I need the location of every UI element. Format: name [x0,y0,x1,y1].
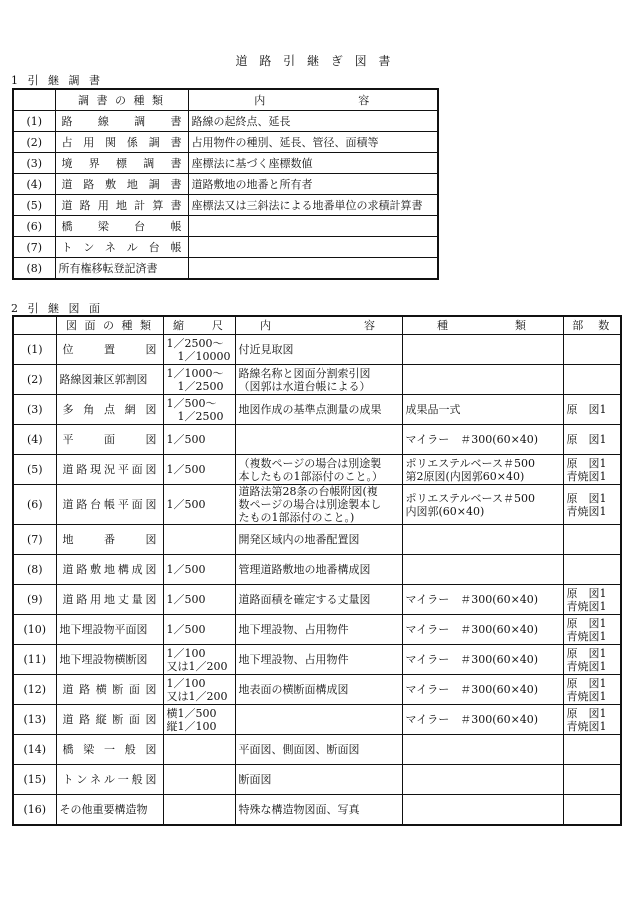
row-number: (5) [13,455,56,485]
drawing-type: マイラー ＃300(60×40) [402,585,563,615]
table-row [13,735,621,765]
document-kind: 占用関係調書 [55,132,188,153]
row-number: (1) [13,335,56,365]
header-scale: 縮 尺 [163,316,235,335]
drawing-kind: 橋梁一般図 [56,735,163,765]
drawing-count [563,795,621,826]
drawing-count [563,735,621,765]
drawing-count: 原 図1 [563,425,621,455]
document-content [188,237,438,258]
header-drawing-kind: 図 面 の 種 類 [56,316,163,335]
drawing-scale [163,525,235,555]
drawing-type: マイラー ＃300(60×40) [402,645,563,675]
row-number: (2) [13,132,55,153]
table-row [13,795,621,826]
drawing-content: 路線名称と図面分割索引図 （図郭は水道台帳による） [235,365,402,395]
table-row [13,132,438,153]
row-number: (7) [13,237,55,258]
drawing-type: ポリエステルベース＃500 内図郭(60×40) [402,485,563,525]
drawing-type [402,795,563,826]
row-number: (5) [13,195,55,216]
header-number [13,89,55,111]
row-number: (10) [13,615,56,645]
document-content [188,216,438,237]
row-number: (6) [13,216,55,237]
drawing-kind: 平面図 [56,425,163,455]
drawing-content: 平面図、側面図、断面図 [235,735,402,765]
drawing-content: 地下埋設物、占用物件 [235,645,402,675]
table-row [13,705,621,735]
table-row [13,485,621,525]
drawing-count [563,525,621,555]
drawing-kind: 道路用地丈量図 [56,585,163,615]
drawing-count: 原 図1 青焼図1 [563,455,621,485]
drawing-kind: トンネル一般図 [56,765,163,795]
drawing-count: 原 図1 青焼図1 [563,675,621,705]
drawing-count [563,765,621,795]
drawing-count: 原 図1 青焼図1 [563,585,621,615]
drawing-scale [163,765,235,795]
header-document-kind: 調 書 の 種 類 [55,89,188,111]
row-number: (7) [13,525,56,555]
document-content: 道路敷地の地番と所有者 [188,174,438,195]
drawing-scale: 1／1000～ 1／2500 [163,365,235,395]
drawing-count [563,335,621,365]
document-kind: 境界標調書 [55,153,188,174]
row-number: (2) [13,365,56,395]
document-content: 座標法又は三斜法による地番単位の求積計算書 [188,195,438,216]
drawing-type [402,525,563,555]
row-number: (3) [13,395,56,425]
document-content: 占用物件の種別、延長、管径、面積等 [188,132,438,153]
section1-heading: 1 引 継 調 書 [11,74,103,87]
table-row [13,195,438,216]
drawing-scale: 1／100 又は1／200 [163,675,235,705]
table-row [13,425,621,455]
table-row [13,395,621,425]
drawing-type: マイラー ＃300(60×40) [402,425,563,455]
document-kind: 道路用地計算書 [55,195,188,216]
table-row [13,335,621,365]
drawing-scale [163,795,235,826]
drawing-count: 原 図1 青焼図1 [563,485,621,525]
table-row [13,258,438,280]
drawing-scale: 1／500 [163,455,235,485]
document-content [188,258,438,280]
drawing-content: 付近見取図 [235,335,402,365]
document-kind: 橋梁台帳 [55,216,188,237]
table-row [13,111,438,132]
drawing-type: マイラー ＃300(60×40) [402,615,563,645]
drawing-scale: 1／500 [163,555,235,585]
row-number: (8) [13,555,56,585]
table-row [13,237,438,258]
drawing-scale: 1／500 [163,615,235,645]
table-row [13,365,621,395]
table-row [13,555,621,585]
row-number: (3) [13,153,55,174]
row-number: (6) [13,485,56,525]
table-row [13,765,621,795]
row-number: (4) [13,174,55,195]
drawing-content: 地下埋設物、占用物件 [235,615,402,645]
document-kind: トンネル台帳 [55,237,188,258]
drawing-kind: 地下埋設物横断図 [56,645,163,675]
drawing-content: 地表面の横断面構成図 [235,675,402,705]
document-content: 路線の起終点、延長 [188,111,438,132]
drawing-scale: 1／2500～ 1／10000 [163,335,235,365]
drawing-scale: 1／500～ 1／2500 [163,395,235,425]
header-content: 内 容 [188,89,438,111]
drawing-type: マイラー ＃300(60×40) [402,675,563,705]
row-number: (16) [13,795,56,826]
drawing-content [235,705,402,735]
drawing-kind: 地下埋設物平面図 [56,615,163,645]
drawing-kind: その他重要構造物 [56,795,163,826]
drawing-scale: 横1／500 縦1／100 [163,705,235,735]
drawing-content: 地図作成の基準点測量の成果 [235,395,402,425]
drawing-count [563,555,621,585]
row-number: (15) [13,765,56,795]
drawing-kind: 多角点網図 [56,395,163,425]
handover-documents-table [12,88,439,280]
section2-heading: 2 引 継 図 面 [11,302,103,315]
drawing-content: 管理道路敷地の地番構成図 [235,555,402,585]
header-number [13,316,56,335]
table-row [13,525,621,555]
row-number: (13) [13,705,56,735]
table-row [13,615,621,645]
drawing-type: マイラー ＃300(60×40) [402,705,563,735]
document-kind: 道路敷地調書 [55,174,188,195]
row-number: (4) [13,425,56,455]
drawing-scale: 1／500 [163,585,235,615]
table-row [13,174,438,195]
drawing-content: （複数ページの場合は別途製 本したもの1部添付のこと。） [235,455,402,485]
table-row [13,675,621,705]
drawing-content: 道路面積を確定する丈量図 [235,585,402,615]
row-number: (1) [13,111,55,132]
table-row [13,153,438,174]
drawing-content: 開発区域内の地番配置図 [235,525,402,555]
drawing-scale: 1／100 又は1／200 [163,645,235,675]
drawing-kind: 道路縦断面図 [56,705,163,735]
table-row [13,585,621,615]
table-header-row [13,89,438,111]
drawing-count: 原 図1 青焼図1 [563,645,621,675]
drawing-count: 原 図1 [563,395,621,425]
drawing-type: 成果品一式 [402,395,563,425]
drawing-scale: 1／500 [163,425,235,455]
table-row [13,216,438,237]
document-content: 座標法に基づく座標数値 [188,153,438,174]
document-title: 道 路 引 継 ぎ 図 書 [235,54,395,68]
drawing-kind: 道路敷地構成図 [56,555,163,585]
drawing-content: 道路法第28条の台帳附図(複 数ページの場合は別途製本し たもの1部添付のこと。) [235,485,402,525]
table-header-row [13,316,621,335]
document-kind: 所有権移転登記済書 [55,258,188,280]
drawing-kind: 位置図 [56,335,163,365]
row-number: (11) [13,645,56,675]
drawing-type [402,555,563,585]
drawing-content: 特殊な構造物図面、写真 [235,795,402,826]
row-number: (9) [13,585,56,615]
row-number: (14) [13,735,56,765]
table-row [13,645,621,675]
drawing-kind: 道路台帳平面図 [56,485,163,525]
header-content: 内 容 [235,316,402,335]
drawing-scale [163,735,235,765]
handover-drawings-table [12,315,622,826]
drawing-content [235,425,402,455]
drawing-type: ポリエステルベース＃500 第2原図(内図郭60×40) [402,455,563,485]
drawing-scale: 1／500 [163,485,235,525]
row-number: (8) [13,258,55,280]
drawing-kind: 地番図 [56,525,163,555]
row-number: (12) [13,675,56,705]
drawing-count: 原 図1 青焼図1 [563,615,621,645]
drawing-kind: 道路横断面図 [56,675,163,705]
table-row [13,455,621,485]
drawing-type [402,765,563,795]
drawing-count [563,365,621,395]
drawing-count: 原 図1 青焼図1 [563,705,621,735]
header-type: 種 類 [402,316,563,335]
drawing-type [402,335,563,365]
drawing-type [402,735,563,765]
header-count: 部 数 [563,316,621,335]
drawing-content: 断面図 [235,765,402,795]
document-kind: 路線調書 [55,111,188,132]
drawing-kind: 道路現況平面図 [56,455,163,485]
drawing-type [402,365,563,395]
drawing-kind: 路線図兼区郭割図 [56,365,163,395]
